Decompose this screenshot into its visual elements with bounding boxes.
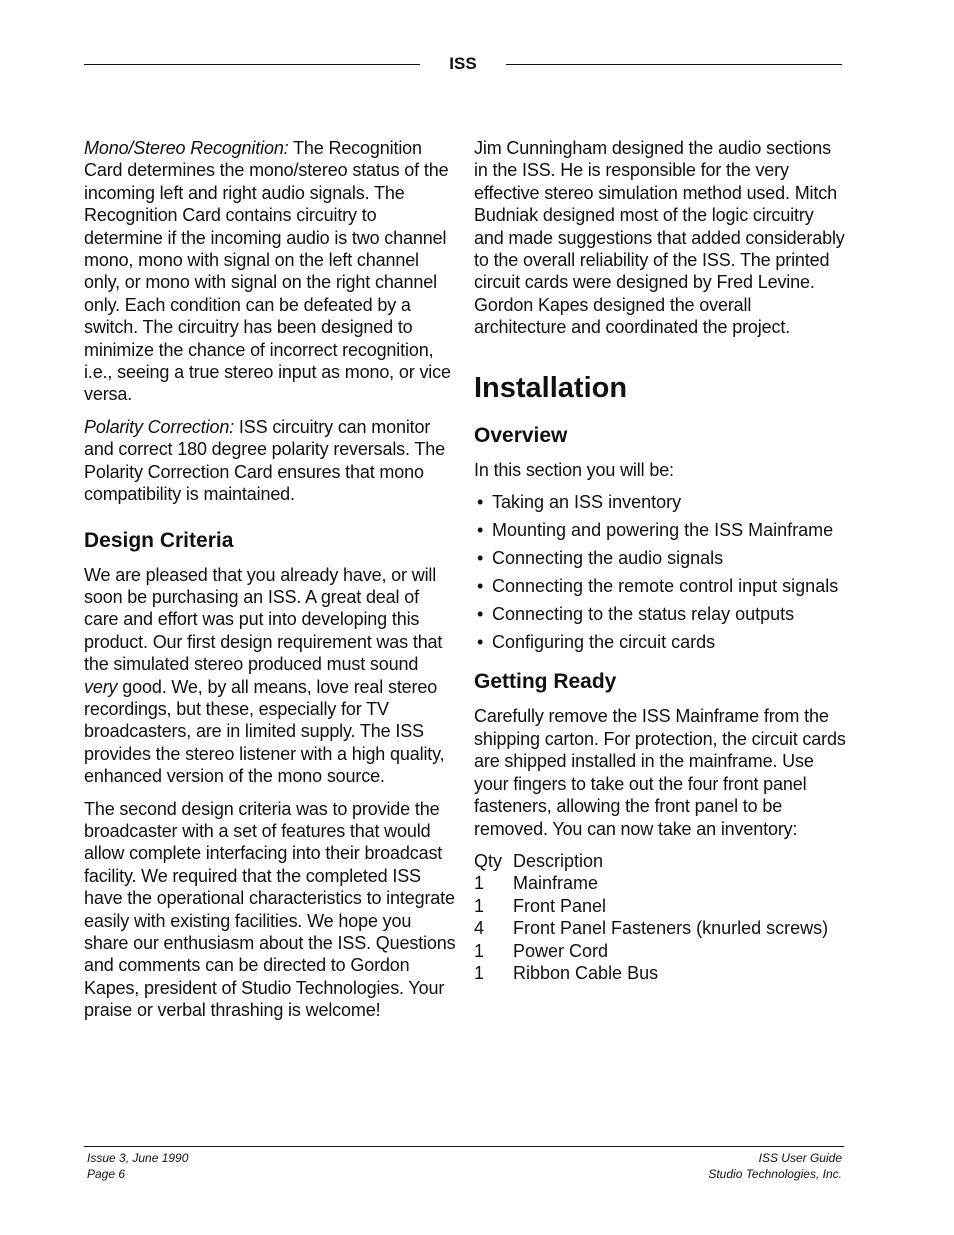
header-rule-left [84, 64, 420, 65]
list-item [474, 491, 846, 513]
qty-cell: 1 [474, 873, 485, 894]
footer-issue: Issue 3, June 1990 [87, 1151, 189, 1165]
bullet-glyph: • [477, 520, 484, 541]
polarity-paragraph [84, 416, 456, 506]
footer-left [87, 1150, 188, 1182]
description-header: Description [513, 850, 604, 871]
bullet-glyph: • [477, 604, 484, 625]
header-title: ISS [449, 54, 477, 73]
list-item [474, 519, 846, 541]
list-item-text: Configuring the circuit cards [492, 632, 716, 653]
design-text-a: We are pleased that you already have, or will soon be purchasing an ISS. A great deal of care and effort was put into developing this product. Our first design requirement was that the simulated stereo produced must sound [84, 564, 443, 675]
table-row [474, 962, 828, 984]
list-item [474, 547, 846, 569]
table-row [474, 872, 828, 894]
design-text-b: good. We, by all means, love real stereo recordings, but these, especially for TV broadcasters, are in limited supply. The ISS provides the stereo listener with a high quality, enhanced version of the mono source. [84, 676, 445, 787]
list-item [474, 631, 846, 653]
description-cell: Power Cord [513, 940, 609, 961]
list-item [474, 575, 846, 597]
description-cell: Ribbon Cable Bus [513, 962, 659, 983]
footer-guide-title: ISS User Guide [758, 1151, 842, 1165]
list-item-text: Connecting to the status relay outputs [492, 604, 795, 625]
footer-rule [84, 1146, 844, 1147]
bullet-glyph: • [477, 576, 484, 597]
description-cell: Mainframe [513, 873, 599, 894]
polarity-label: Polarity Correction: [84, 416, 235, 437]
mono-stereo-label: Mono/Stereo Recognition: [84, 138, 289, 158]
bullet-glyph: • [477, 492, 484, 513]
qty-cell: 4 [474, 918, 485, 939]
design-paragraph-1 [84, 564, 456, 788]
table-row [474, 895, 828, 917]
mono-stereo-text: The Recognition Card determines the mono/stereo status of the incoming left and right audio signals. The Recognition Card contains circuitry to determine if the incoming audio is two channel mono, mono with signal on the left channel only, or mono with signal on the right channel only. Each condition can be defeated by a switch. The circuitry has been designed to minimize the chance of incorrect recognition, i.e., seeing a true stereo input as mono, or vice versa. [84, 138, 451, 405]
header-rule-right [506, 64, 842, 65]
getting-ready-paragraph: Carefully remove the ISS Mainframe from the shipping carton. For protection, the circuit cards are shipped installed in the mainframe. Use your fingers to take out the four front panel fasteners, allowing the front panel to be removed. You can now take an inventory: [474, 706, 846, 839]
list-item [474, 603, 846, 625]
footer-page-number: Page 6 [87, 1167, 126, 1181]
description-cell: Front Panel [513, 895, 607, 916]
overview-heading: Overview [474, 423, 568, 447]
design-paragraph-2: The second design criteria was to provide the broadcaster with a set of features that would allow complete interfacing into their broadcast facility. We required that the completed ISS have the operational characteristics to integrate easily with existing facilities. We hope you share our enthusiasm about the ISS. Questions and comments can be directed to Gordon Kapes, president of Studio Technologies. Your praise or verbal thrashing is welcome! [84, 798, 456, 1021]
bullet-glyph: • [477, 548, 484, 569]
footer-company: Studio Technologies, Inc. [708, 1167, 842, 1181]
design-text-emphasis: very [84, 676, 118, 697]
list-item-text: Mounting and powering the ISS Mainframe [492, 520, 834, 541]
credits-paragraph: Jim Cunningham designed the audio sections in the ISS. He is responsible for the very effective stereo simulation method used. Mitch Budniak designed most of the logic circuitry and made suggestions that added considerably to the overall reliability of the ISS. The printed circuit cards were designed by Fred Levine. Gordon Kapes designed the overall architecture and coordinated the project. [474, 138, 845, 338]
table-header-row [474, 850, 828, 872]
qty-cell: 1 [474, 895, 485, 916]
qty-cell: 1 [474, 940, 485, 961]
overview-intro: In this section you will be: [474, 459, 674, 480]
list-item-text: Taking an ISS inventory [492, 492, 682, 513]
list-item-text: Connecting the remote control input signals [492, 576, 839, 597]
polarity-text: ISS circuitry can monitor and correct 180 degree polarity reversals. The Polarity Correction Card ensures that mono compatibility is maintained. [84, 416, 445, 505]
design-criteria-heading: Design Criteria [84, 528, 234, 552]
left-column [84, 137, 456, 1032]
table-row [474, 917, 828, 939]
table-row [474, 940, 828, 962]
bullet-glyph: • [477, 632, 484, 653]
overview-list [474, 491, 846, 653]
footer-right [708, 1150, 842, 1182]
qty-header: Qty [474, 850, 503, 871]
installation-heading: Installation [474, 371, 628, 404]
description-cell: Front Panel Fasteners (knurled screws) [513, 918, 829, 939]
mono-stereo-paragraph [84, 137, 456, 406]
list-item-text: Connecting the audio signals [492, 548, 724, 569]
inventory-table [474, 850, 828, 984]
right-column [474, 137, 846, 984]
getting-ready-heading: Getting Ready [474, 670, 617, 694]
qty-cell: 1 [474, 962, 485, 983]
